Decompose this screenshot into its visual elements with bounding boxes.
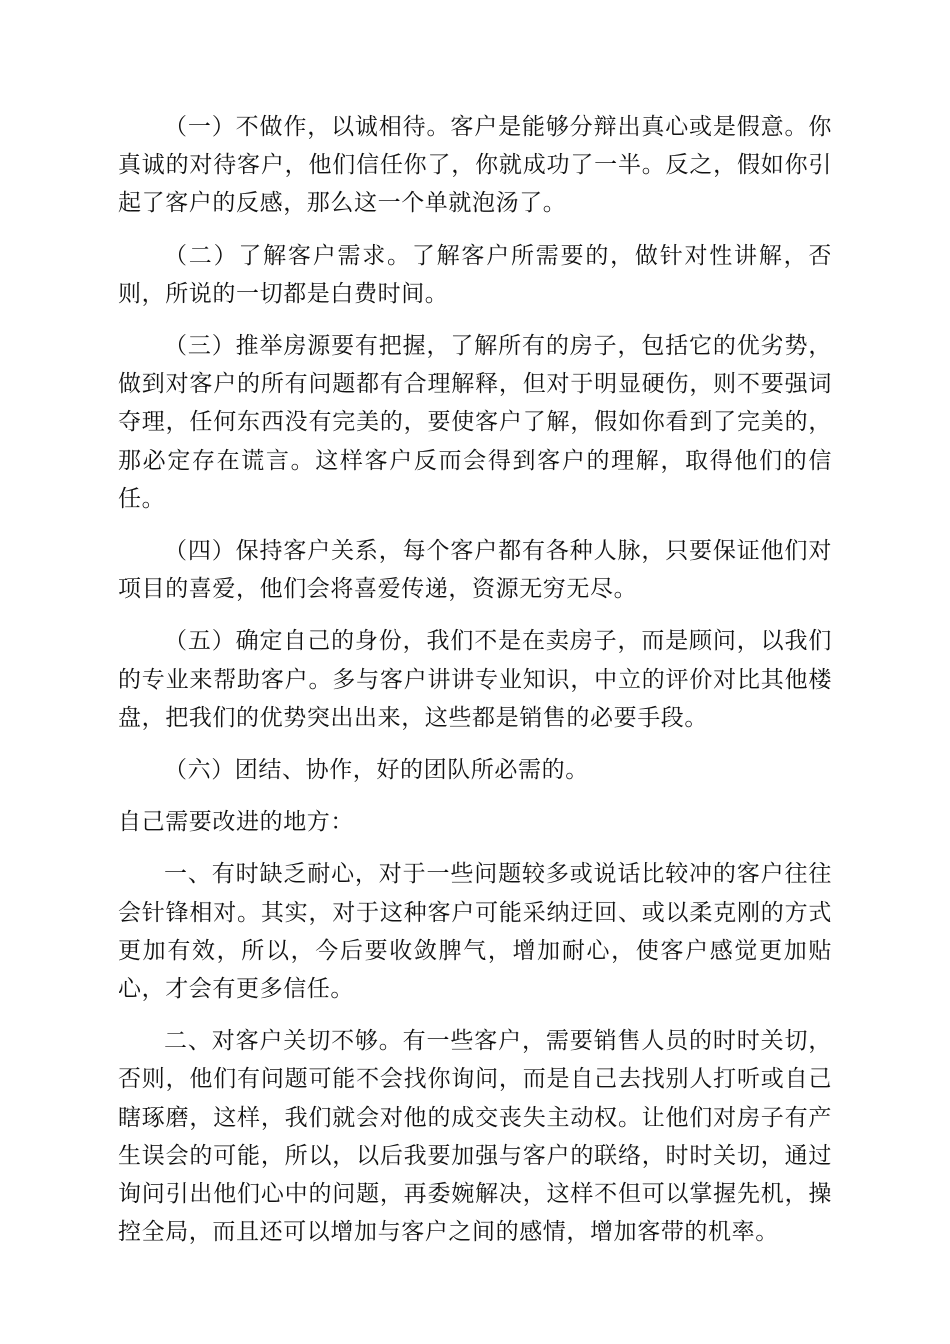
paragraph-point-4: （四）保持客户关系，每个客户都有各种人脉，只要保证他们对项目的喜爱，他们会将喜爱传递，资源无穷无尽。 (118, 538, 832, 603)
paragraph-improvement-1: 一、有时缺乏耐心，对于一些问题较多或说话比较冲的客户往往会针锋相对。其实，对于这种客户可能采纳迂回、或以柔克刚的方式更加有效，所以，今后要收敛脾气，增加耐心，使客户感觉更加贴心，才会有更多信任。 (118, 861, 832, 1003)
paragraph-point-5: （五）确定自己的身份，我们不是在卖房子，而是顾问，以我们的专业来帮助客户。多与客户讲讲专业知识，中立的评价对比其他楼盘，把我们的优势突出出来，这些都是销售的必要手段。 (118, 628, 832, 731)
paragraph-point-6: （六）团结、协作，好的团队所必需的。 (164, 757, 589, 784)
paragraph-point-2: （二）了解客户需求。了解客户所需要的，做针对性讲解，否则，所说的一切都是白费时间。 (118, 242, 832, 307)
paragraph-point-3: （三）推举房源要有把握，了解所有的房子，包括它的优劣势，做到对客户的所有问题都有合理解释，但对于明显硬伤，则不要强词夺理，任何东西没有完美的，要使客户了解，假如你看到了完美的，那必定存在谎言。这样客户反而会得到客户的理解，取得他们的信任。 (118, 333, 832, 512)
paragraph-improvement-2: 二、对客户关切不够。有一些客户，需要销售人员的时时关切，否则，他们有问题可能不会找你询问，而是自己去找别人打听或自己瞎琢磨，这样，我们就会对他的成交丧失主动权。让他们对房子有产生误会的可能，所以，以后我要加强与客户的联络，时时关切，通过询问引出他们心中的问题，再委婉解决，这样不但可以掌握先机，操控全局，而且还可以增加与客户之间的感情，增加客带的机率。 (118, 1028, 832, 1246)
section-heading-improvements: 自己需要改进的地方： (118, 809, 354, 836)
document-body (118, 108, 832, 1265)
paragraph-point-1: （一）不做作，以诚相待。客户是能够分辩出真心或是假意。你真诚的对待客户，他们信任你了，你就成功了一半。反之，假如你引起了客户的反感，那么这一个单就泡汤了。 (118, 114, 832, 217)
